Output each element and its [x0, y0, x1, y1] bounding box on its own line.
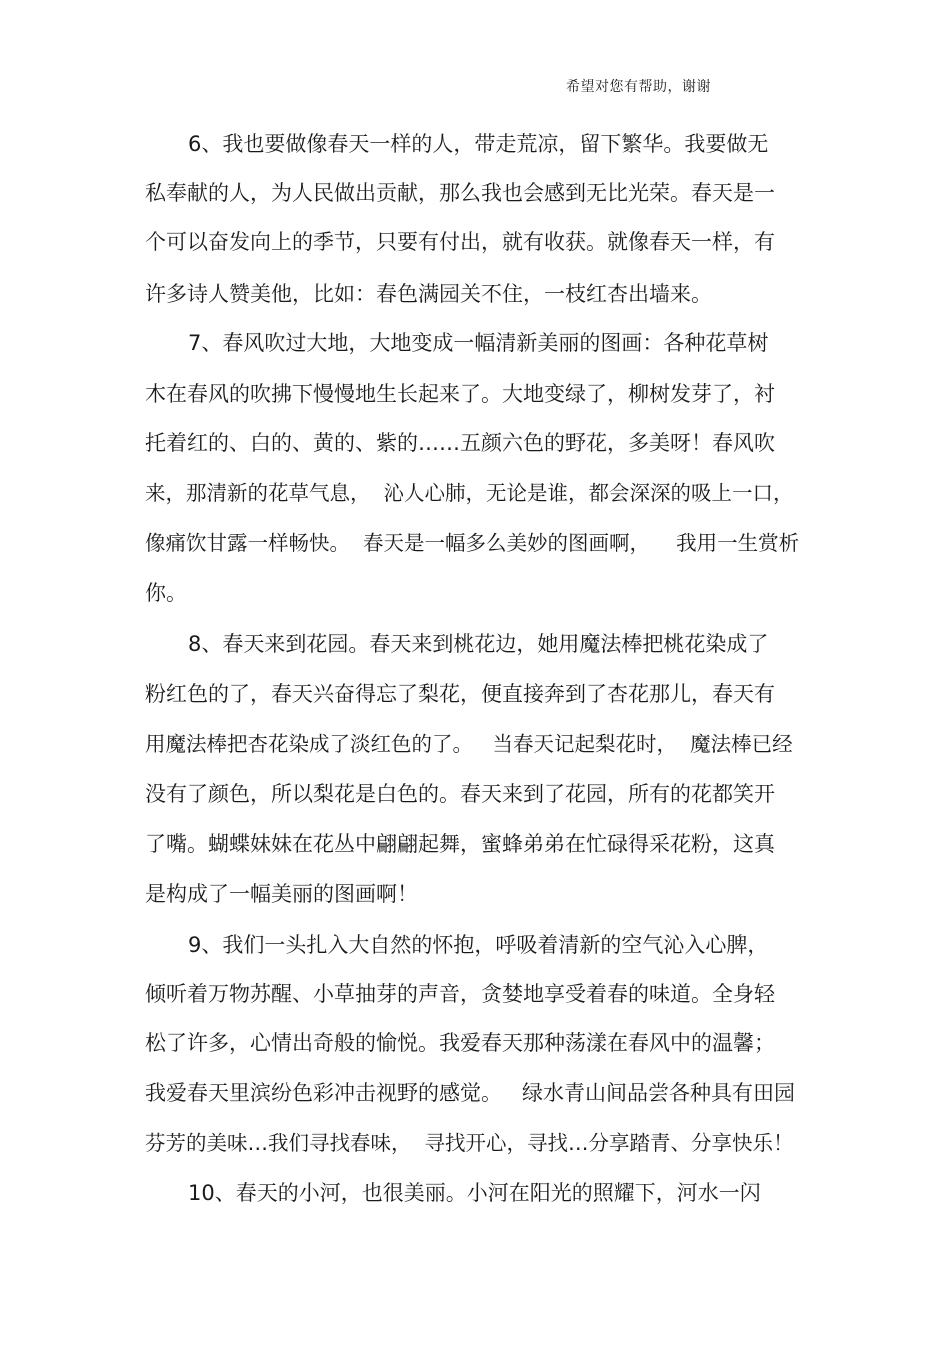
header-note: 希望对您有帮助，谢谢	[566, 79, 711, 95]
text-line: 是构成了一幅美丽的图画啊！	[145, 882, 418, 906]
text-line: 10、春天的小河，也很美丽。小河在阳光的照耀下，河水一闪	[188, 1181, 761, 1205]
text-line: 你。	[145, 581, 187, 605]
text-line: 私奉献的人，为人民做出贡献，那么我也会感到无比光荣。春天是一	[145, 181, 775, 205]
text-line: 个可以奋发向上的季节，只要有付出，就有收获。就像春天一样，有	[145, 230, 775, 254]
text-line: 粉红色的了，春天兴奋得忘了梨花，便直接奔到了杏花那儿，春天有	[145, 682, 775, 706]
text-line: 木在春风的吹拂下慢慢地生长起来了。大地变绿了，柳树发芽了，衬	[145, 382, 775, 406]
text-line: 托着红的、白的、黄的、紫的……五颜六色的野花，多美呀！春风吹	[145, 431, 775, 455]
text-line: 松了许多，心情出奇般的愉悦。我爱春天那种荡漾在春风中的温馨；	[145, 1031, 775, 1055]
text-line: 了嘴。蝴蝶妹妹在花丛中翩翩起舞，蜜蜂弟弟在忙碌得采花粉，这真	[145, 832, 775, 856]
text-line: 倾听着万物苏醒、小草抽芽的声音，贪婪地享受着春的味道。全身轻	[145, 982, 775, 1006]
text-line: 9、我们一头扎入大自然的怀抱，呼吸着清新的空气沁入心脾，	[188, 933, 769, 957]
text-line: 来，那清新的花草气息， 沁人心肺，无论是谁，都会深深的吸上一口，	[145, 481, 794, 505]
text-line: 6、我也要做像春天一样的人，带走荒凉，留下繁华。我要做无	[188, 132, 769, 156]
text-line: 7、春风吹过大地，大地变成一幅清新美丽的图画：各种花草树	[188, 331, 769, 355]
text-line: 我爱春天里滨纷色彩冲击视野的感觉。 绿水青山间品尝各种具有田园	[145, 1081, 796, 1105]
text-line: 没有了颜色，所以梨花是白色的。春天来到了花园，所有的花都笑开	[145, 782, 775, 806]
text-line: 像痛饮甘露一样畅快。 春天是一幅多么美妙的图画啊， 我用一生赏析	[145, 531, 800, 555]
text-line: 用魔法棒把杏花染成了淡红色的了。 当春天记起梨花时， 魔法棒已经	[145, 732, 793, 756]
text-line: 8、春天来到花园。春天来到桃花边，她用魔法棒把桃花染成了	[188, 632, 769, 656]
text-line: 芬芳的美味…我们寻找春味， 寻找开心，寻找…分享踏青、分享快乐！	[145, 1131, 794, 1155]
text-line: 许多诗人赞美他，比如：春色满园关不住，一枝红杏出墙来。	[145, 282, 712, 306]
